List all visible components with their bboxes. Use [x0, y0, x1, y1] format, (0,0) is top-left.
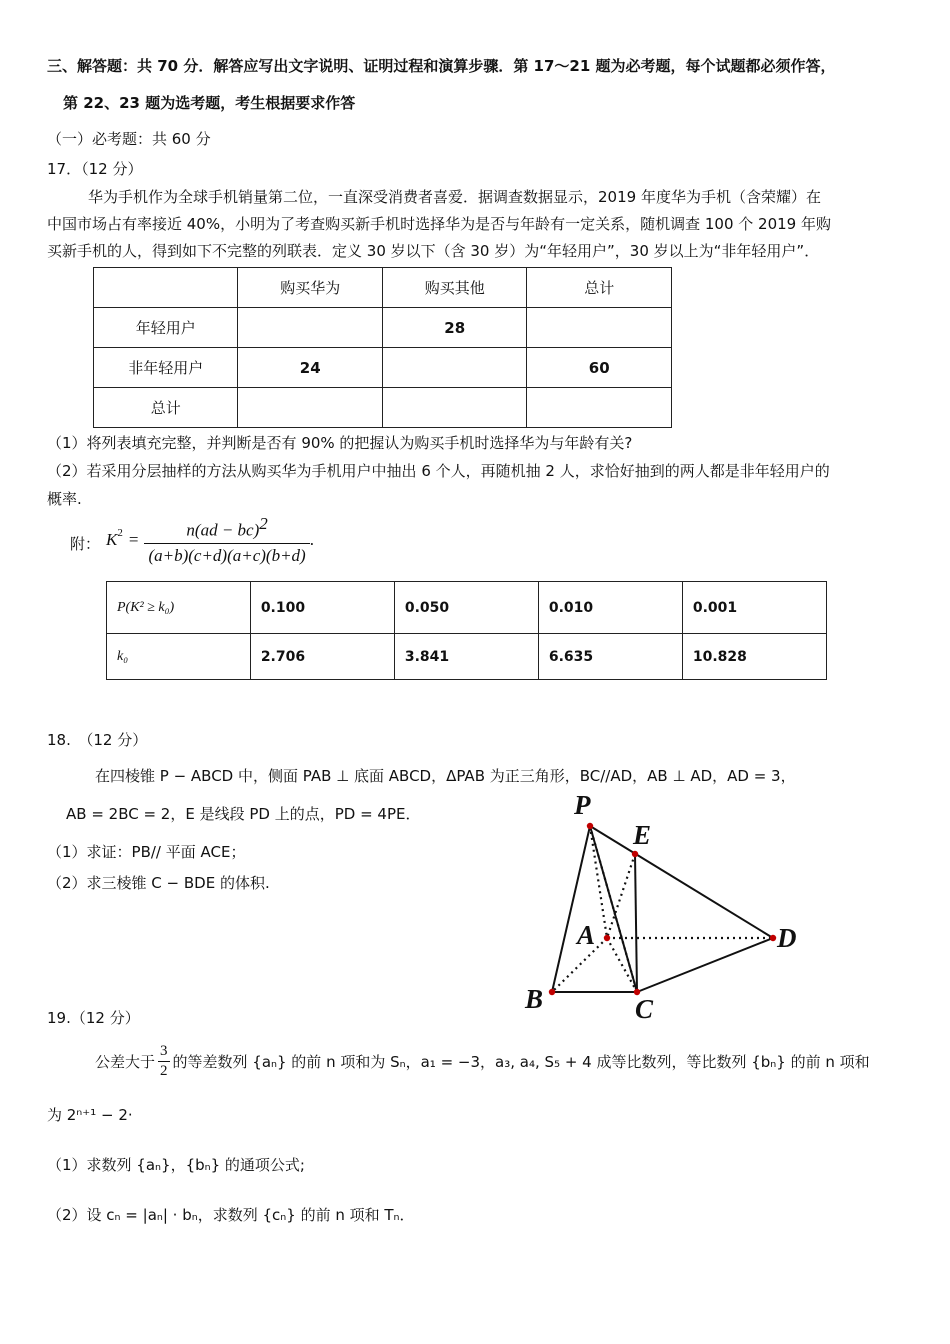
table-cell: 3.841 [394, 634, 538, 680]
table-cell: 0.001 [682, 582, 826, 634]
table-cell: 0.100 [250, 582, 394, 634]
q19-line1-rest: 的等差数列 {aₙ} 的前 n 项和为 Sₙ，a₁ = −3，a₃, a₄, S₅ + 4 成等比数列，等比数列 {bₙ} 的前 n 项和 [172, 1053, 870, 1071]
formula-numerator: n(ad − bc)$^2$ [144, 514, 309, 544]
edge-EA [607, 854, 635, 938]
table-cell [238, 308, 383, 348]
q17-intro-line1: 华为手机作为全球手机销量第二位，一直深受消费者喜爱．据调查数据显示，2019 年度华为手机（含荣耀）在 [88, 188, 821, 206]
formula-denominator: (a+b)(c+d)(a+c)(b+d) [148, 545, 306, 565]
p-row-label: P(K² ≥ k₀) [107, 582, 251, 634]
q18-part1: （1）求证：PB// 平面 ACE； [47, 843, 246, 861]
k-critical-table [106, 581, 827, 680]
label-C: C [635, 994, 654, 1024]
q18-line2: AB = 2BC = 2，E 是线段 PD 上的点，PD = 4PE． [66, 805, 421, 823]
label-A: A [577, 920, 596, 950]
label-B: B [525, 984, 544, 1014]
frac-denominator: 2 [160, 1063, 168, 1079]
q18-line1: 在四棱锥 P − ABCD 中，侧面 PAB ⊥ 底面 ABCD，ΔPAB 为正三角形，BC//AD，AB ⊥ AD，AD = 3， [95, 767, 796, 785]
table-row [107, 634, 827, 680]
q17-part2-line1: （2）若采用分层抽样的方法从购买华为手机用户中抽出 6 个人，再随机抽 2 人，求恰好抽到的两人都是非年轻用户的 [47, 462, 830, 480]
table-cell [527, 308, 672, 348]
label-P: P [574, 790, 591, 820]
formula-lhs: K [106, 529, 118, 549]
q18-part2: （2）求三棱锥 C − BDE 的体积. [47, 874, 270, 892]
table-cell [382, 348, 527, 388]
q18-number: 18. （12 分） [47, 731, 148, 749]
q17-intro-line3: 买新手机的人，得到如下不完整的列联表．定义 30 岁以下（含 30 岁）为“年轻用户”，30 岁以上为“非年轻用户”． [47, 242, 820, 260]
q19-line2: 为 2ⁿ⁺¹ − 2· [47, 1106, 133, 1124]
point-D [770, 935, 776, 941]
table-header-cell: 购买华为 [238, 268, 383, 308]
frac-numerator: 3 [158, 1043, 170, 1062]
table-cell: 总计 [94, 388, 238, 428]
point-E [632, 851, 638, 857]
q19-part2: （2）设 cₙ = |aₙ| · bₙ，求数列 {cₙ} 的前 n 项和 Tₙ． [47, 1206, 415, 1224]
table-header-cell: 购买其他 [382, 268, 527, 308]
table-cell: 年轻用户 [94, 308, 238, 348]
edge-PB [552, 826, 590, 992]
table-cell: 6.635 [538, 634, 682, 680]
q19-line1-prefix: 公差大于 [95, 1053, 156, 1071]
table-cell: 28 [382, 308, 527, 348]
required-label: （一）必考题：共 60 分 [47, 130, 211, 148]
contingency-table [93, 267, 672, 428]
q19-line1 [95, 1043, 870, 1080]
table-row [107, 582, 827, 634]
table-cell [382, 388, 527, 428]
q19-part1: （1）求数列 {aₙ}，{bₙ} 的通项公式; [47, 1156, 305, 1174]
table-row [94, 348, 672, 388]
point-A [604, 935, 610, 941]
point-B [549, 989, 555, 995]
edge-CD [637, 938, 773, 992]
table-cell [527, 388, 672, 428]
section-heading-line2: 第 22、23 题为选考题，考生根据要求作答 [63, 94, 356, 112]
q17-part1: （1）将列表填充完整，并判断是否有 90% 的把握认为购买手机时选择华为与年龄有关? [47, 434, 633, 452]
table-cell: 24 [238, 348, 383, 388]
q17-number: 17．（12 分） [47, 160, 143, 178]
table-cell [238, 388, 383, 428]
appendix-label: 附： [70, 535, 101, 553]
table-cell: 非年轻用户 [94, 348, 238, 388]
table-cell: 0.050 [394, 582, 538, 634]
table-cell: 0.010 [538, 582, 682, 634]
table-cell: 10.828 [682, 634, 826, 680]
table-row [94, 308, 672, 348]
table-header-cell: 总计 [527, 268, 672, 308]
table-row [94, 388, 672, 428]
point-P [587, 823, 593, 829]
q17-part2-line2: 概率. [47, 490, 82, 508]
edge-AC [607, 938, 637, 992]
edge-EC [635, 854, 637, 992]
section-heading-line1: 三、解答题：共 70 分．解答应写出文字说明、证明过程和演算步骤．第 17～21 题为必考题，每个试题都必须作答， [47, 57, 836, 75]
k-squared-formula: K $^2$ = $\frac{n(ad - bc)^2}{(a+b)(c+d)(a+c)(b+d)}$ . [106, 514, 314, 565]
label-D: D [777, 923, 797, 953]
table-cell: 2.706 [250, 634, 394, 680]
label-E: E [633, 820, 652, 850]
table-cell: 60 [527, 348, 672, 388]
q19-number: 19.（12 分） [47, 1009, 140, 1027]
q17-intro-line2: 中国市场占有率接近 40%，小明为了考查购买新手机时选择华为是否与年龄有一定关系，随机调查 100 个 2019 年购 [47, 215, 831, 233]
pyramid-figure [515, 790, 815, 1030]
k-row-label: k₀ [107, 634, 251, 680]
table-header-cell [94, 268, 238, 308]
